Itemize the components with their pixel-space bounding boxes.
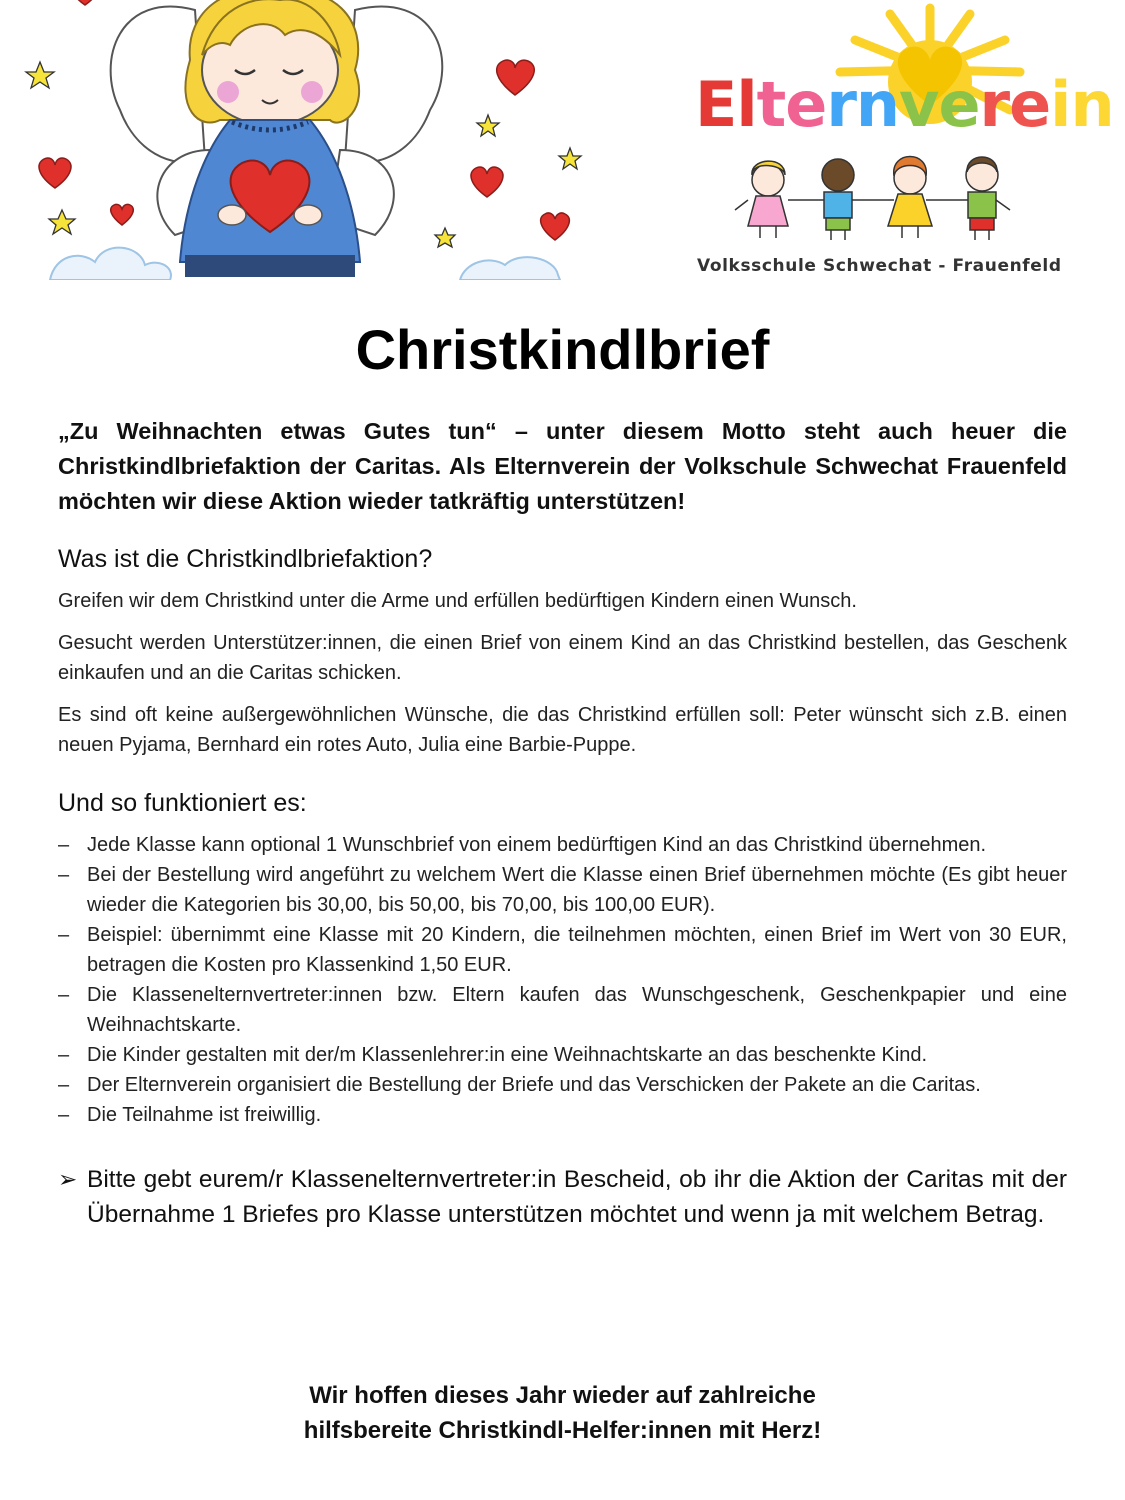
list-item [58, 1100, 1067, 1130]
logo-letter: e [1009, 68, 1051, 141]
intro-paragraph: „Zu Weihnachten etwas Gutes tun“ – unter diesem Motto steht auch heuer die Christkindlbriefaktion der Caritas. Als Elternverein der Volkschule Schwechat Frauenfeld möchten wir diese Aktion wieder tatkräftig unterstützen! [58, 418, 1067, 514]
main-content [58, 414, 1067, 1232]
list-item-text: Bei der Bestellung wird angeführt zu welchem Wert die Klasse einen Brief übernehmen möchte (Es gibt heuer wieder die Kategorien bis 30,00, bis 50,00, bis 70,00, bis 100,00 EUR). [87, 864, 1067, 916]
logo-letter: r [826, 68, 856, 141]
list-item-text: Die Kinder gestalten mit der/m Klassenlehrer:in eine Weihnachtskarte an das beschenkte Kind. [87, 1044, 928, 1066]
paragraph: Gesucht werden Unterstützer:innen, die einen Brief von einem Kind an das Christkind bestellen, das Geschenk einkaufen und an die Caritas schicken. [58, 632, 1067, 684]
school-name: Volksschule Schwechat - Frauenfeld [697, 256, 1062, 276]
dash-bullet: – [58, 864, 70, 886]
list-item [58, 830, 1067, 860]
page-title: Christkindlbrief [355, 318, 770, 381]
logo-letter: n [855, 68, 900, 141]
list-item-text: Jede Klasse kann optional 1 Wunschbrief von einem bedürftigen Kind an das Christkind übernehmen. [87, 834, 987, 856]
list-item [58, 980, 1067, 1040]
logo-letter: n [1070, 68, 1114, 141]
list-item [58, 860, 1067, 920]
paragraph: Greifen wir dem Christkind unter die Arme und erfüllen bedürftigen Kindern einen Wunsch. [58, 590, 857, 612]
steps-list [58, 830, 1067, 1130]
list-item-text: Die Teilnahme ist freiwillig. [87, 1104, 322, 1126]
dash-bullet: – [58, 1104, 70, 1126]
dash-bullet: – [58, 984, 70, 1006]
logo-letter: e [938, 68, 980, 141]
angel-illustration [0, 0, 590, 280]
call-to-action-text: Bitte gebt eurem/r Klassenelternvertreter:in Bescheid, ob ihr die Aktion der Caritas mit der Übernahme 1 Briefes pro Klasse unterstützen möchtet und wenn ja mit welchem Betrag. [87, 1166, 1067, 1228]
arrow-bullet-icon: ➢ [58, 1166, 78, 1192]
dash-bullet: – [58, 1044, 70, 1066]
list-item [58, 1070, 1067, 1100]
dash-bullet: – [58, 834, 70, 856]
list-item-text: Die Klassenelternvertreter:innen bzw. Eltern kaufen das Wunschgeschenk, Geschenkpapier und eine Weihnachtskarte. [87, 984, 1067, 1036]
logo-letter: t [756, 68, 786, 141]
list-item-text: Beispiel: übernimmt eine Klasse mit 20 Kindern, die teilnehmen möchten, einen Brief im Wert von 30 EUR, betragen die Kosten pro Klassenkind 1,50 EUR. [87, 924, 1067, 976]
logo-letter: i [1050, 68, 1071, 141]
dash-bullet: – [58, 924, 70, 946]
list-item [58, 920, 1067, 980]
section-heading-what: Was ist die Christkindlbriefaktion? [58, 545, 433, 573]
section-heading-how: Und so funktioniert es: [58, 789, 307, 817]
logo-letter: r [979, 68, 1010, 141]
closing-line-1: Wir hoffen dieses Jahr wieder auf zahlreiche [309, 1382, 816, 1409]
call-to-action [58, 1162, 1067, 1232]
logo-letter: E [695, 68, 737, 141]
dash-bullet: – [58, 1074, 70, 1096]
logo-wordmark [695, 68, 1114, 141]
closing-message [0, 1378, 1125, 1448]
logo-letter: l [736, 68, 757, 141]
list-item-text: Der Elternverein organisiert die Bestellung der Briefe und das Verschicken der Pakete an die Caritas. [87, 1074, 981, 1096]
paragraph: Es sind oft keine außergewöhnlichen Wünsche, die das Christkind erfüllen soll: Peter wünscht sich z.B. einen neuen Pyjama, Bernhard ein rotes Auto, Julia eine Barbie-Puppe. [58, 704, 1067, 756]
list-item [58, 1040, 1067, 1070]
logo-letter: e [785, 68, 827, 141]
closing-line-2: hilfsbereite Christkindl-Helfer:innen mit Herz! [303, 1417, 822, 1444]
logo-letter: v [899, 68, 939, 141]
